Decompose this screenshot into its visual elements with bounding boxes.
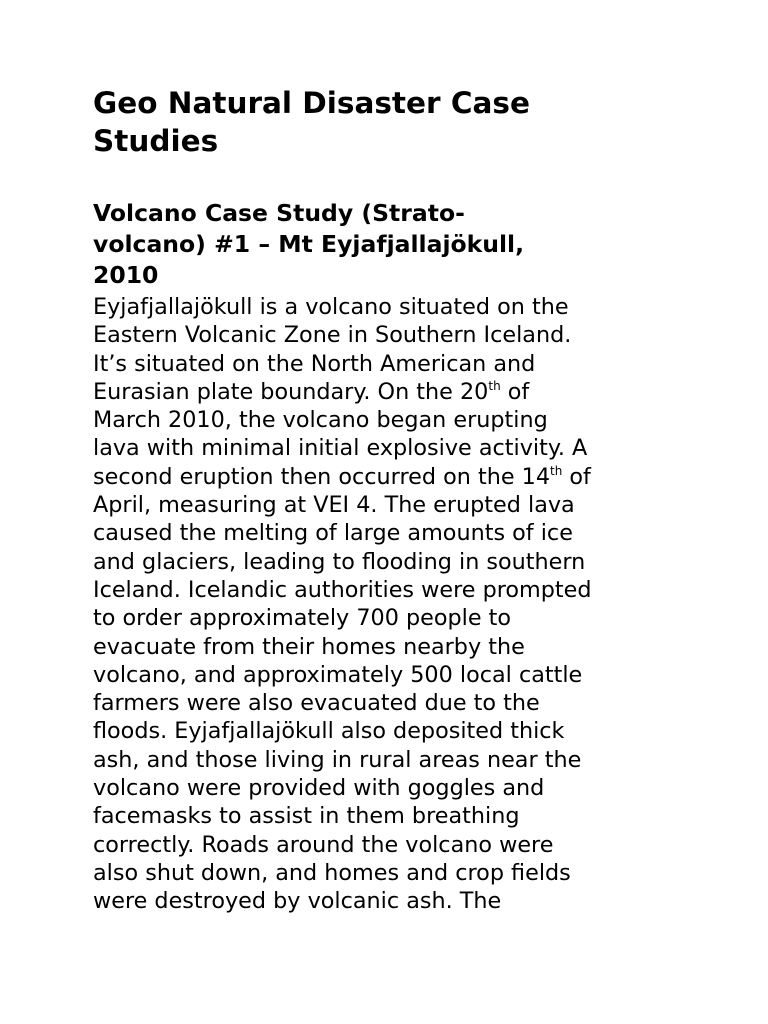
heading-line: Volcano Case Study (Strato-: [93, 199, 465, 227]
title-line: Studies: [93, 124, 219, 158]
section-body: [93, 293, 693, 916]
body-line: March 2010, the volcano began erupting: [93, 407, 548, 434]
body-line-text: of: [500, 378, 530, 405]
body-line: correctly. Roads around the volcano were: [93, 831, 554, 858]
body-line: and glaciers, leading to flooding in southern: [93, 548, 586, 575]
body-line: April, measuring at VEI 4. The erupted lava: [93, 492, 575, 519]
heading-line: 2010: [93, 261, 159, 289]
body-line-with-superscript: [93, 463, 693, 491]
section-heading: [93, 198, 693, 291]
body-line-text: second eruption then occurred on the 14: [93, 463, 550, 490]
document-page: [93, 84, 693, 916]
body-line: to order approximately 700 people to: [93, 605, 512, 632]
body-line: evacuate from their homes nearby the: [93, 633, 525, 660]
body-line: facemasks to assist in them breathing: [93, 803, 520, 830]
title-line: Geo Natural Disaster Case: [93, 86, 530, 120]
document-title: [93, 84, 693, 160]
body-line: caused the melting of large amounts of ice: [93, 520, 573, 547]
body-line: Eastern Volcanic Zone in Southern Iceland.: [93, 322, 572, 349]
body-line-text: of: [562, 463, 591, 490]
body-line: farmers were also evacuated due to the: [93, 690, 540, 717]
ordinal-suffix: th: [488, 378, 501, 393]
body-line: were destroyed by volcanic ash. The: [93, 888, 502, 915]
body-line: floods. Eyjafjallajökull also deposited thick: [93, 718, 565, 745]
body-line: volcano, and approximately 500 local cattle: [93, 661, 583, 688]
body-line: also shut down, and homes and crop fields: [93, 859, 571, 886]
heading-line: volcano) #1 – Mt Eyjafjallajökull,: [93, 230, 525, 258]
body-line: volcano were provided with goggles and: [93, 775, 545, 802]
body-line: ash, and those living in rural areas near the: [93, 746, 582, 773]
body-line-with-superscript: [93, 378, 693, 406]
body-line: Eyjafjallajökull is a volcano situated on the: [93, 294, 569, 320]
ordinal-suffix: th: [550, 463, 563, 478]
body-line-text: Eurasian plate boundary. On the 20: [93, 378, 489, 405]
body-line: lava with minimal initial explosive activity. A: [93, 435, 588, 462]
body-line: Iceland. Icelandic authorities were prompted: [93, 576, 592, 603]
body-line: It’s situated on the North American and: [93, 350, 536, 377]
